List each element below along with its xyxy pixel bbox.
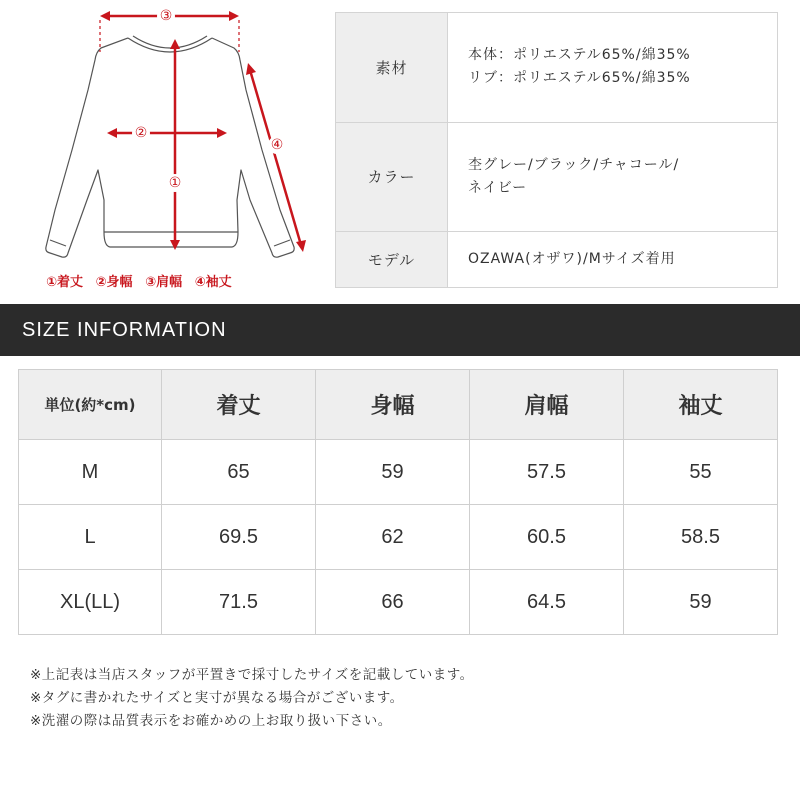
header-sleeve: 袖丈 (624, 370, 778, 440)
note-line: ※上記表は当店スタッフが平置きで採寸したサイズを記載しています。 (30, 667, 474, 683)
marker-length: ① (168, 175, 182, 191)
legend-sleeve: ④袖丈 (194, 275, 232, 290)
spec-material-line: 本体：ポリエステル65%/綿35% (468, 47, 691, 64)
spec-value-model (448, 232, 778, 288)
cell-sleeve: 55 (624, 440, 778, 505)
table-row (19, 570, 778, 635)
note-line: ※洗濯の際は品質表示をお確かめの上お取り扱い下さい。 (30, 713, 392, 729)
spec-label-color: カラー (336, 122, 448, 232)
size-table (18, 369, 778, 635)
header-shoulder: 肩幅 (470, 370, 624, 440)
header-chest: 身幅 (316, 370, 470, 440)
spec-value-material (448, 13, 778, 123)
size-label: XL(LL) (19, 570, 162, 635)
cell-chest: 59 (316, 440, 470, 505)
cell-chest: 62 (316, 505, 470, 570)
spec-row-material (336, 13, 778, 123)
legend-length: ①着丈 (46, 275, 84, 290)
cell-length: 65 (162, 440, 316, 505)
cell-sleeve: 58.5 (624, 505, 778, 570)
marker-sleeve: ④ (270, 137, 284, 153)
cell-chest: 66 (316, 570, 470, 635)
cell-shoulder: 64.5 (470, 570, 624, 635)
marker-shoulder: ③ (159, 8, 173, 24)
spec-row-color (336, 122, 778, 232)
marker-chest: ② (134, 125, 148, 141)
cell-length: 71.5 (162, 570, 316, 635)
size-label: M (19, 440, 162, 505)
cell-shoulder: 57.5 (470, 440, 624, 505)
note-line: ※タグに書かれたサイズと実寸が異なる場合がございます。 (30, 690, 404, 706)
table-row (19, 505, 778, 570)
product-spec-table (335, 12, 778, 288)
table-row (19, 440, 778, 505)
size-table-header-row (19, 370, 778, 440)
legend-chest: ②身幅 (95, 275, 133, 290)
legend-shoulder: ③肩幅 (145, 275, 183, 290)
diagram-legend (46, 271, 306, 290)
spec-color-line: ネイビー (468, 179, 528, 196)
spec-material-line: リブ：ポリエステル65%/綿35% (468, 70, 691, 87)
spec-label-model: モデル (336, 232, 448, 288)
cell-length: 69.5 (162, 505, 316, 570)
header-unit: 単位(約*cm) (19, 370, 162, 440)
spec-color-line: 杢グレー/ブラック/チャコール/ (468, 156, 680, 173)
spec-row-model (336, 232, 778, 288)
measurement-diagram (0, 0, 320, 300)
cell-sleeve: 59 (624, 570, 778, 635)
size-notes (30, 664, 474, 733)
spec-model-line: OZAWA(オザワ)/Mサイズ着用 (468, 251, 676, 268)
spec-value-color (448, 122, 778, 232)
header-length: 着丈 (162, 370, 316, 440)
size-information-banner: SIZE INFORMATION (0, 304, 800, 356)
cell-shoulder: 60.5 (470, 505, 624, 570)
sweatshirt-illustration (0, 0, 320, 300)
spec-label-material: 素材 (336, 13, 448, 123)
size-label: L (19, 505, 162, 570)
